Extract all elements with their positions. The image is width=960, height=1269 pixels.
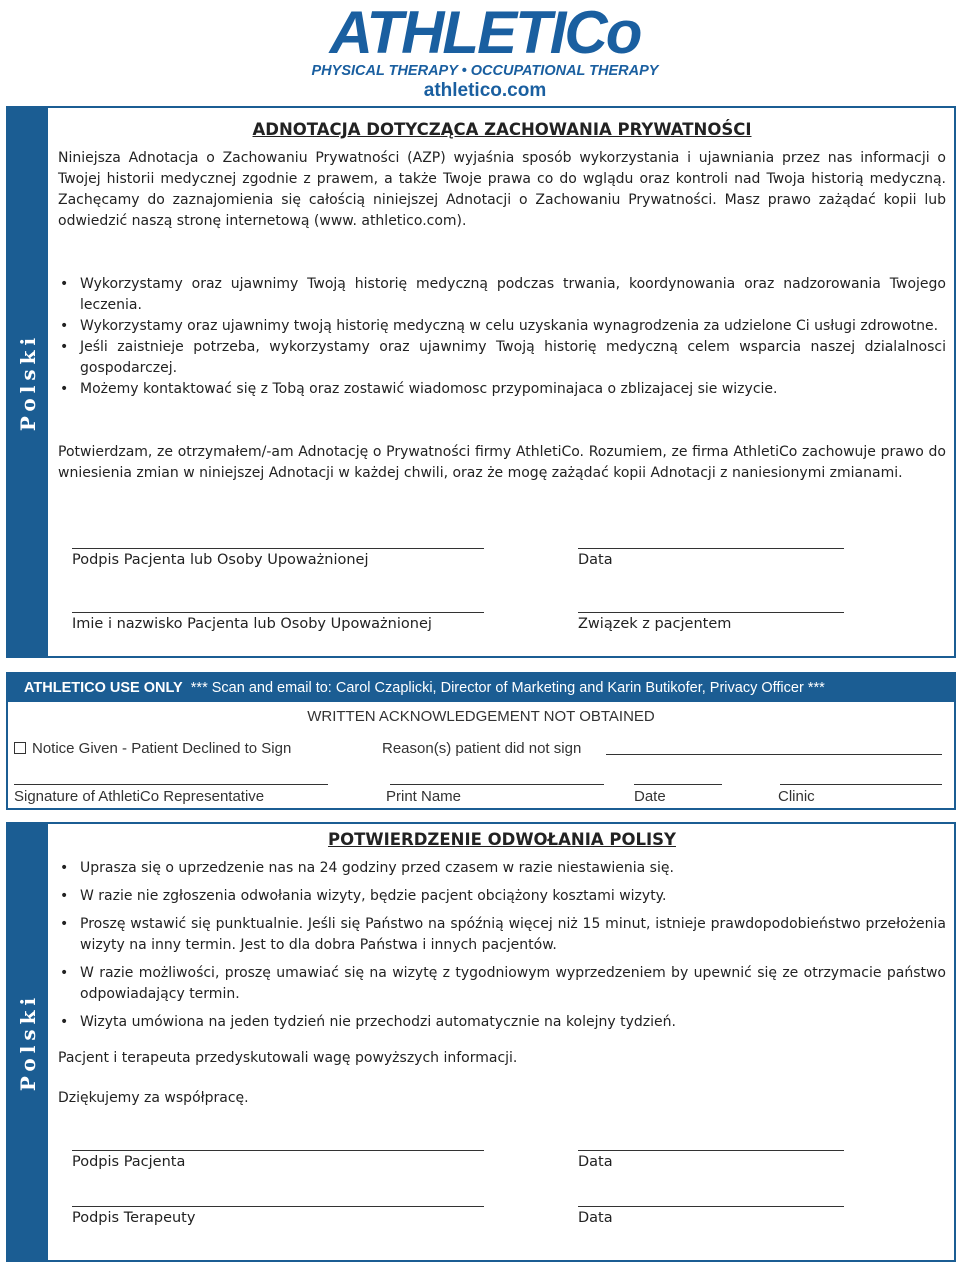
list-item: • Wizyta umówiona na jeden tydzień nie przechodzi automatycznie na kolejny tydzień. xyxy=(58,1012,946,1033)
logo-url: athletico.com xyxy=(423,80,547,101)
patient-signature-label: Podpis Pacjenta xyxy=(72,1154,186,1170)
staff-header-bar xyxy=(8,674,954,702)
cancellation-policy-section xyxy=(6,822,956,1262)
privacy-intro: Niniejsza Adnotacja o Zachowaniu Prywatności (AZP) wyjaśnia sposób wykorzystania i ujawniania przez nas informacji o Twojej historii medycznej zgodnie z prawem, a także Twoje prawa co do wglądu oraz kontroli nad Twoja historią medyczną. Zachęcamy do zaznajomienia się całością niniejszej Adnotacji o Zachowaniu Prywatności. Masz prawo zażądać kopii lub odwiedzić naszą stronę internetową (www. athletico.com). xyxy=(58,150,946,229)
rep-signature-label: Signature of AthletiCo Representative xyxy=(14,788,265,805)
clinic-label: Clinic xyxy=(778,788,815,805)
language-side-tab xyxy=(8,108,48,656)
list-item: • Jeśli zaistnieje potrzeba, wykorzystamy oraz ujawnimy Twoją historię medyczną celem wsparcia naszej dzialalnosci gospodarczej. xyxy=(58,337,946,379)
staff-date-line[interactable] xyxy=(634,784,722,785)
logo-tagline: PHYSICAL THERAPY • OCCUPATIONAL THERAPY xyxy=(311,63,659,79)
list-item: • Możemy kontaktować się z Tobą oraz zostawić wiadomosc przypominajaca o zblizajacej sie wizycie. xyxy=(58,379,946,400)
discussed-statement: Pacjent i terapeuta przedyskutowali wagę powyższych informacji. xyxy=(58,1050,518,1066)
language-side-tab xyxy=(8,824,48,1260)
patient-signature-line[interactable] xyxy=(72,1150,484,1151)
date-label: Data xyxy=(578,552,613,568)
print-name-line[interactable] xyxy=(390,784,604,785)
privacy-title: ADNOTACJA DOTYCZĄCA ZACHOWANIA PRYWATNOŚCI xyxy=(252,120,752,139)
patient-signature-label: Podpis Pacjenta lub Osoby Upoważnionej xyxy=(72,552,369,568)
therapist-signature-line[interactable] xyxy=(72,1206,484,1207)
list-item: • Uprasza się o uprzedzenie nas na 24 godziny przed czasem w razie niestawienia się. xyxy=(58,858,946,879)
patient-name-line[interactable] xyxy=(72,612,484,613)
privacy-confirmation: Potwierdzam, ze otrzymałem/-am Adnotację o Prywatności firmy AthletiCo. Rozumiem, ze firma AthletiCo zachowuje prawo do wniesienia zmian w niniejszej Adnotacji w każdej chwili, oraz że mogę zażądać kopii Adnotacji z naniesionymi zmianami. xyxy=(58,444,946,481)
reason-line[interactable] xyxy=(606,754,942,755)
cancellation-title: POTWIERDZENIE ODWOŁANIA POLISY xyxy=(328,830,676,849)
relation-label: Związek z pacjentem xyxy=(578,616,732,632)
date-label: Data xyxy=(578,1210,613,1226)
notice-declined-checkbox[interactable] xyxy=(14,742,26,754)
relation-line[interactable] xyxy=(578,612,844,613)
staff-use-box xyxy=(6,672,956,810)
logo-wordmark: ATHLETICo xyxy=(329,0,641,66)
list-item: • W razie nie zgłoszenia odwołania wizyty, będzie pacjent obciążony kosztami wizyty. xyxy=(58,886,946,907)
staff-instructions: *** Scan and email to: Carol Czaplicki, Director of Marketing and Karin Butikofer, Privacy Officer *** xyxy=(190,680,825,696)
list-item: • Wykorzystamy oraz ujawnimy twoją historię medyczną w celu uzyskania wynagrodzenia za udzielone Ci usługi zdrowotne. xyxy=(58,316,946,337)
list-item: • W razie możliwości, proszę umawiać się na wizytę z tygodniowym wyprzedzeniem by upewnić się ze otrzymacie państwo odpowiadający termin. xyxy=(58,963,946,1005)
thanks-statement: Dziękujemy za współpracę. xyxy=(58,1090,249,1106)
date-line[interactable] xyxy=(578,1150,844,1151)
language-label: Polski xyxy=(16,992,40,1092)
patient-name-label: Imie i nazwisko Pacjenta lub Osoby Upoważnionej xyxy=(72,616,432,632)
not-obtained-heading: WRITTEN ACKNOWLEDGEMENT NOT OBTAINED xyxy=(307,708,655,725)
reason-label: Reason(s) patient did not sign xyxy=(382,740,582,757)
language-label: Polski xyxy=(16,332,40,432)
privacy-bullet-list xyxy=(58,274,946,400)
staff-date-label: Date xyxy=(634,788,666,805)
date-line[interactable] xyxy=(578,548,844,549)
date-line[interactable] xyxy=(578,1206,844,1207)
staff-use-only-label: ATHLETICO USE ONLY xyxy=(24,680,183,696)
list-item: • Wykorzystamy oraz ujawnimy Twoją historię medyczną podczas trwania, koordynowania oraz nadzorowania Twojego leczenia. xyxy=(58,274,946,316)
print-name-label: Print Name xyxy=(386,788,462,805)
date-label: Data xyxy=(578,1154,613,1170)
athletico-logo xyxy=(0,0,960,104)
rep-signature-line[interactable] xyxy=(14,784,328,785)
clinic-line[interactable] xyxy=(780,784,942,785)
patient-signature-line[interactable] xyxy=(72,548,484,549)
privacy-notice-section xyxy=(6,106,956,658)
cancellation-bullet-list xyxy=(58,858,946,1040)
notice-declined-row xyxy=(14,740,291,757)
therapist-signature-label: Podpis Terapeuty xyxy=(72,1210,196,1226)
list-item: • Proszę wstawić się punktualnie. Jeśli się Państwo na spóźnią więcej niż 15 minut, istnieje prawdopodobieństwo przełożenia wizyty na inny termin. Jest to dla dobra Państwa i innych pacjentów. xyxy=(58,914,946,956)
notice-declined-label: Notice Given - Patient Declined to Sign xyxy=(32,740,292,757)
